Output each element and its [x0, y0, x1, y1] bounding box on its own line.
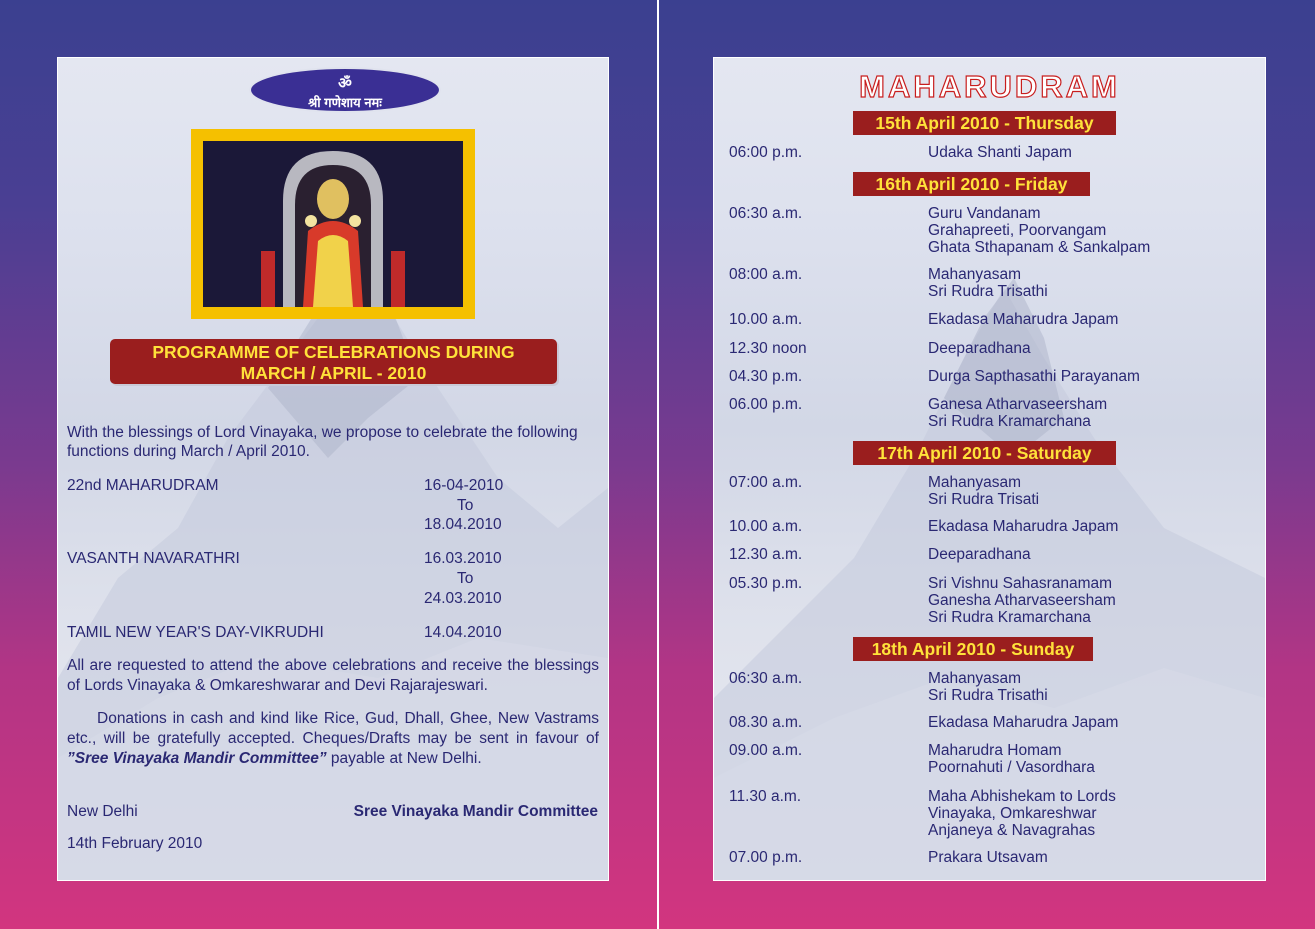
schedule-time: 06:30 a.m. — [729, 205, 803, 222]
schedule-event: Ekadasa Maharudra Japam — [928, 518, 1119, 535]
place-text: New Delhi — [67, 803, 138, 820]
request-paragraph: All are requested to attend the above celebrations and receive the blessings of Lords Vinayaka & Omkareshwarar and Devi Rajarajeswari. — [67, 657, 599, 694]
schedule-event: Sri Rudra Kramarchana — [928, 413, 1091, 430]
deity-idol-image — [203, 141, 463, 307]
schedule-time: 07:00 a.m. — [729, 474, 803, 491]
event-name: TAMIL NEW YEAR'S DAY-VIKRUDHI — [67, 624, 324, 641]
event-to-word: To — [457, 570, 474, 587]
schedule-event: Sri Rudra Kramarchana — [928, 609, 1091, 626]
schedule-event: Prakara Utsavam — [928, 849, 1048, 866]
schedule-card — [713, 57, 1266, 881]
schedule-event: Guru Vandanam — [928, 205, 1041, 222]
event-from-date: 14.04.2010 — [424, 624, 502, 641]
event-to-date: 18.04.2010 — [424, 516, 502, 533]
day-banner: 16th April 2010 - Friday — [853, 172, 1090, 196]
schedule-time: 09.00 a.m. — [729, 742, 803, 759]
intro-line-1: With the blessings of Lord Vinayaka, we propose to celebrate the following — [67, 424, 578, 441]
schedule-time: 06:30 a.m. — [729, 670, 803, 687]
schedule-event: Mahanyasam — [928, 474, 1022, 491]
schedule-time: 04.30 p.m. — [729, 368, 803, 385]
schedule-event: Ekadasa Maharudra Japam — [928, 714, 1119, 731]
schedule-time: 10.00 a.m. — [729, 518, 803, 535]
banner-line-1: PROGRAMME OF CELEBRATIONS DURING — [152, 342, 515, 362]
day-banner: 15th April 2010 - Thursday — [853, 111, 1116, 135]
schedule-event: Udaka Shanti Japam — [928, 144, 1072, 161]
schedule-event: Sri Rudra Trisathi — [928, 687, 1048, 704]
schedule-event: Ghata Sthapanam & Sankalpam — [928, 239, 1151, 256]
invocation-text: श्री गणेशाय नमः — [308, 95, 382, 110]
event-name: 22nd MAHARUDRAM — [67, 477, 219, 494]
deity-photo — [203, 141, 463, 307]
schedule-event: Sri Rudra Trisati — [928, 491, 1040, 508]
schedule-event: Ganesha Atharvaseersham — [928, 592, 1116, 609]
schedule-time: 11.30 a.m. — [729, 788, 802, 805]
intro-line-2: functions during March / April 2010. — [67, 443, 310, 460]
event-name: VASANTH NAVARATHRI — [67, 550, 240, 567]
schedule-event: Ganesa Atharvaseersham — [928, 396, 1108, 413]
schedule-event: Mahanyasam — [928, 670, 1022, 687]
schedule-time: 12.30 a.m. — [729, 546, 803, 563]
day-banner: 18th April 2010 - Sunday — [853, 637, 1093, 661]
schedule-time: 08:00 a.m. — [729, 266, 803, 283]
schedule-event: Ekadasa Maharudra Japam — [928, 311, 1119, 328]
event-from-date: 16.03.2010 — [424, 550, 502, 567]
schedule-event: Deeparadhana — [928, 546, 1031, 563]
issue-date: 14th February 2010 — [67, 835, 203, 852]
invocation-badge — [249, 67, 441, 113]
schedule-event: Sri Vishnu Sahasranamam — [928, 575, 1113, 592]
invitation-card — [57, 57, 609, 881]
day-banner: 17th April 2010 - Saturday — [853, 441, 1116, 465]
signatory-text: Sree Vinayaka Mandir Committee — [353, 803, 598, 820]
schedule-event: Poornahuti / Vasordhara — [928, 759, 1095, 776]
schedule-time: 08.30 a.m. — [729, 714, 803, 731]
schedule-event: Durga Sapthasathi Parayanam — [928, 368, 1140, 385]
schedule-event: Vinayaka, Omkareshwar — [928, 805, 1097, 822]
schedule-time: 12.30 noon — [729, 340, 807, 357]
schedule-event: Anjaneya & Navagrahas — [928, 822, 1096, 839]
schedule-time: 06:00 p.m. — [729, 144, 803, 161]
event-to-word: To — [457, 497, 474, 514]
schedule-event: Grahapreeti, Poorvangam — [928, 222, 1107, 239]
donation-payee: ”Sree Vinayaka Mandir Committee” — [67, 750, 327, 767]
schedule-time: 05.30 p.m. — [729, 575, 803, 592]
event-from-date: 16-04-2010 — [424, 477, 504, 494]
banner-line-2: MARCH / APRIL - 2010 — [240, 363, 427, 383]
schedule-event: Deeparadhana — [928, 340, 1031, 357]
donation-text-end: payable at New Delhi. — [326, 750, 482, 767]
schedule-event: Maha Abhishekam to Lords — [928, 788, 1116, 805]
schedule-event: Mahanyasam — [928, 266, 1022, 283]
donation-paragraph — [67, 709, 599, 769]
schedule-time: 06.00 p.m. — [729, 396, 803, 413]
schedule-time: 10.00 a.m. — [729, 311, 803, 328]
schedule-event: Sri Rudra Trisathi — [928, 283, 1048, 300]
programme-banner — [110, 339, 557, 384]
schedule-title: MAHARUDRAM — [859, 69, 1120, 104]
donation-text: Donations in cash and kind like Rice, Gud, Dhall, Ghee, New Vastrams etc., will be gratefully accepted. Cheques/Drafts may be sent in favour of — [67, 710, 599, 747]
photo-frame — [191, 129, 475, 319]
schedule-event: Maharudra Homam — [928, 742, 1062, 759]
schedule-time: 07.00 p.m. — [729, 849, 803, 866]
om-symbol: ॐ — [338, 75, 352, 92]
event-to-date: 24.03.2010 — [424, 590, 502, 607]
